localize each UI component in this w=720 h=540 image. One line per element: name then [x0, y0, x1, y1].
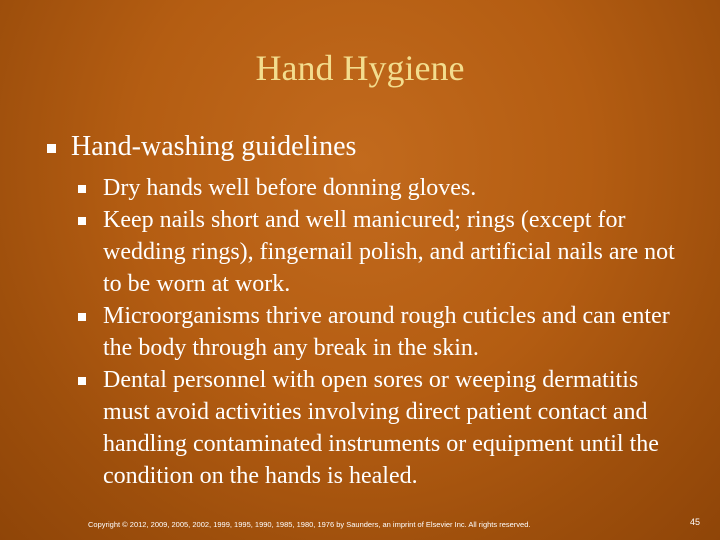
sub-bullet-item [78, 172, 688, 204]
sub-bullet-item [78, 204, 688, 300]
sub-bullet-text: Dry hands well before donning gloves. [103, 175, 477, 201]
sub-bullet-item [78, 364, 688, 492]
sub-bullet-text: Microorganisms thrive around rough cuticles and can enter the body through any break in the skin. [103, 303, 670, 361]
square-bullet-icon [47, 144, 56, 153]
sub-bullet-text: Dental personnel with open sores or weeping dermatitis must avoid activities involving direct patient contact and handling contaminated instruments or equipment until the condition on the hands is healed. [103, 367, 659, 489]
sub-bullet-item [78, 300, 688, 364]
sub-bullet-list [78, 172, 688, 492]
square-bullet-icon [78, 217, 86, 225]
page-number: 45 [690, 517, 701, 527]
slide-title: Hand Hygiene [255, 48, 465, 88]
square-bullet-icon [78, 377, 86, 385]
main-bullet-text: Hand-washing guidelines [71, 131, 357, 162]
square-bullet-icon [78, 313, 86, 321]
copyright-notice: Copyright © 2012, 2009, 2005, 2002, 1999, 1995, 1990, 1985, 1980, 1976 by Saunders, an imprint of Elsevier Inc. All rights reserved. [88, 520, 531, 529]
sub-bullet-text: Keep nails short and well manicured; rings (except for wedding rings), fingernail polish, and artificial nails are not to be worn at work. [103, 207, 675, 297]
square-bullet-icon [78, 185, 86, 193]
